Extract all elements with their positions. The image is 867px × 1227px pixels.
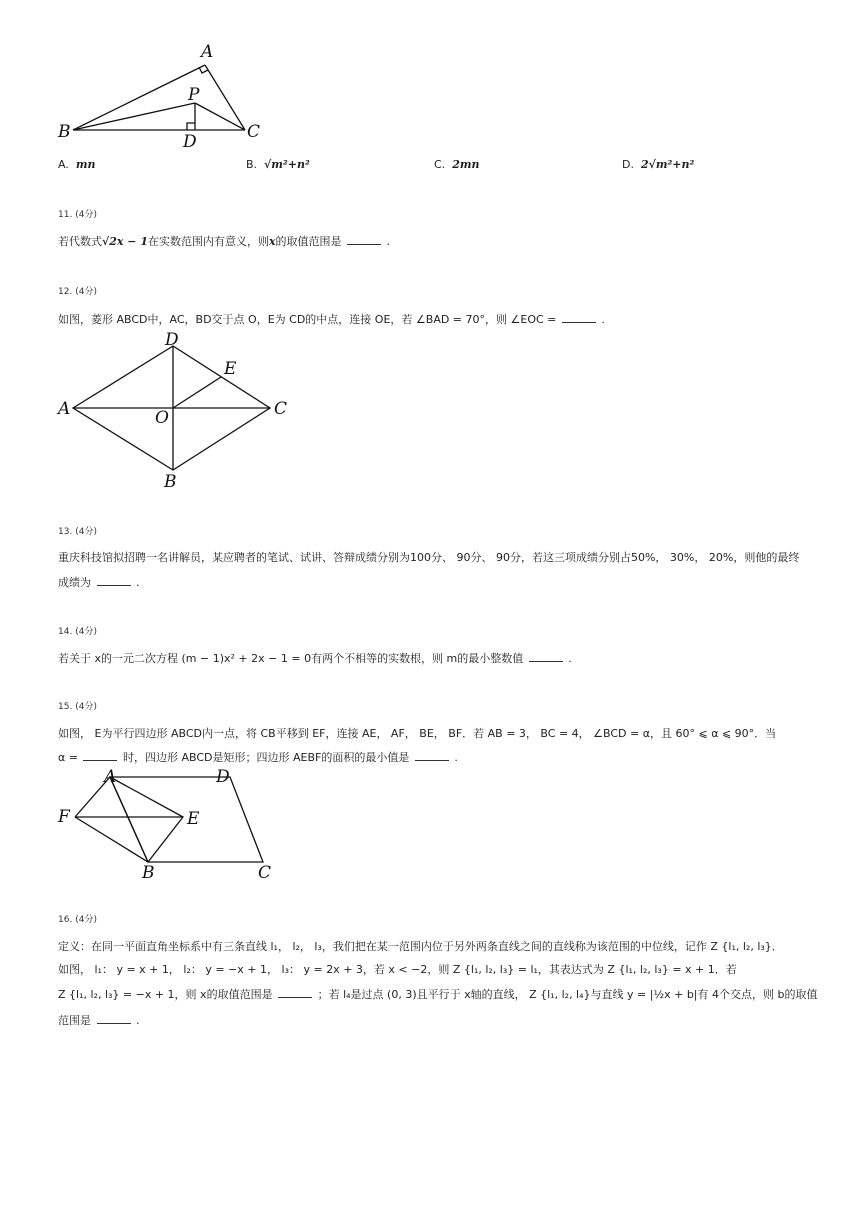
q11-answer-blank[interactable] — [347, 234, 381, 245]
q12-label-e: E — [224, 359, 237, 379]
q16-line2: 如图， l₁： y = x + 1， l₂： y = −x + 1， l₃： y = 2x + 3，若 x < −2，则 Z {l₁, l₂, l₃} = l₁，其表达式为 Z {l₁, l₂, l₃} = x + 1．若 — [58, 963, 737, 976]
q12-header: 12. (4分) — [58, 287, 97, 297]
q12-answer-blank[interactable] — [562, 312, 596, 323]
q16-line4: 范围是 . — [58, 1014, 140, 1027]
q15-label-c: C — [258, 863, 272, 882]
q11-header: 11. (4分) — [58, 210, 97, 220]
q15-parallelogram-figure — [55, 767, 285, 882]
q15-answer-blank-1[interactable] — [83, 750, 117, 761]
q15-answer-blank-2[interactable] — [415, 750, 449, 761]
q13-header: 13. (4分) — [58, 527, 97, 537]
q12-rhombus-figure — [55, 328, 300, 493]
q10-choice-d[interactable]: D. 2√m²+n² — [622, 158, 695, 171]
q15-header: 15. (4分) — [58, 702, 97, 712]
q14-answer-blank[interactable] — [529, 651, 563, 662]
q16-header: 16. (4分) — [58, 915, 97, 925]
q15-label-e: E — [187, 809, 200, 829]
q10-label-b: B — [58, 122, 71, 142]
q13-line1: 重庆科技馆拟招聘一名讲解员，某应聘者的笔试、试讲、答辩成绩分别为100分、 90分、 90分，若这三项成绩分别占50%， 30%， 20%，则他的最终 — [58, 551, 800, 564]
q15-label-a: A — [104, 767, 117, 787]
q10-triangle-figure — [55, 40, 275, 150]
q15-label-f: F — [58, 807, 70, 827]
q16-line3: Z {l₁, l₂, l₃} = −x + 1，则 x的取值范围是 ；若 l₄是过点 (0, 3)且平行于 x轴的直线， Z {l₁, l₂, l₄}与直线 y = |½x + b|有 4个交点，则 b的取值 — [58, 988, 818, 1001]
q10-label-d: D — [183, 132, 197, 150]
q12-label-o: O — [155, 408, 169, 428]
q14-text: 若关于 x的一元二次方程 (m − 1)x² + 2x − 1 = 0有两个不相等的实数根，则 m的最小整数值 . — [58, 652, 572, 665]
q10-choice-a[interactable]: A. mn — [58, 158, 96, 171]
q15-line1: 如图， E为平行四边形 ABCD内一点，将 CB平移到 EF，连接 AE， AF， BE， BF．若 AB = 3， BC = 4， ∠BCD = α，且 60° ⩽ α ⩽ 90°．当 — [58, 727, 777, 740]
q10-label-c: C — [247, 122, 261, 142]
q10-choice-c[interactable]: C. 2mn — [434, 158, 480, 171]
q11-text: 若代数式√2x − 1在实数范围内有意义，则x的取值范围是 . — [58, 235, 391, 248]
q12-text: 如图，菱形 ABCD中，AC，BD交于点 O，E为 CD的中点，连接 OE，若 ∠BAD = 70°，则 ∠EOC = . — [58, 313, 605, 326]
q15-line2: α = 时，四边形 ABCD是矩形；四边形 AEBF的面积的最小值是 . — [58, 751, 458, 764]
q12-label-c: C — [274, 399, 288, 419]
q16-answer-blank-2[interactable] — [97, 1013, 131, 1024]
q15-label-b: B — [142, 863, 155, 882]
q12-label-a: A — [58, 399, 71, 419]
q10-label-a: A — [201, 42, 214, 62]
q12-label-b: B — [164, 472, 177, 492]
q13-line2: 成绩为 . — [58, 576, 140, 589]
q16-answer-blank-1[interactable] — [278, 987, 312, 998]
q12-label-d: D — [165, 330, 179, 350]
q16-line1: 定义：在同一平面直角坐标系中有三条直线 l₁， l₂， l₃，我们把在某一范围内位于另外两条直线之间的直线称为该范围的中位线，记作 Z {l₁, l₂, l₃}． — [58, 940, 783, 953]
q15-label-d: D — [216, 767, 230, 787]
q10-label-p: P — [188, 85, 200, 105]
q13-answer-blank[interactable] — [97, 575, 131, 586]
q14-header: 14. (4分) — [58, 627, 97, 637]
q10-choice-b[interactable]: B. √m²+n² — [246, 158, 310, 171]
